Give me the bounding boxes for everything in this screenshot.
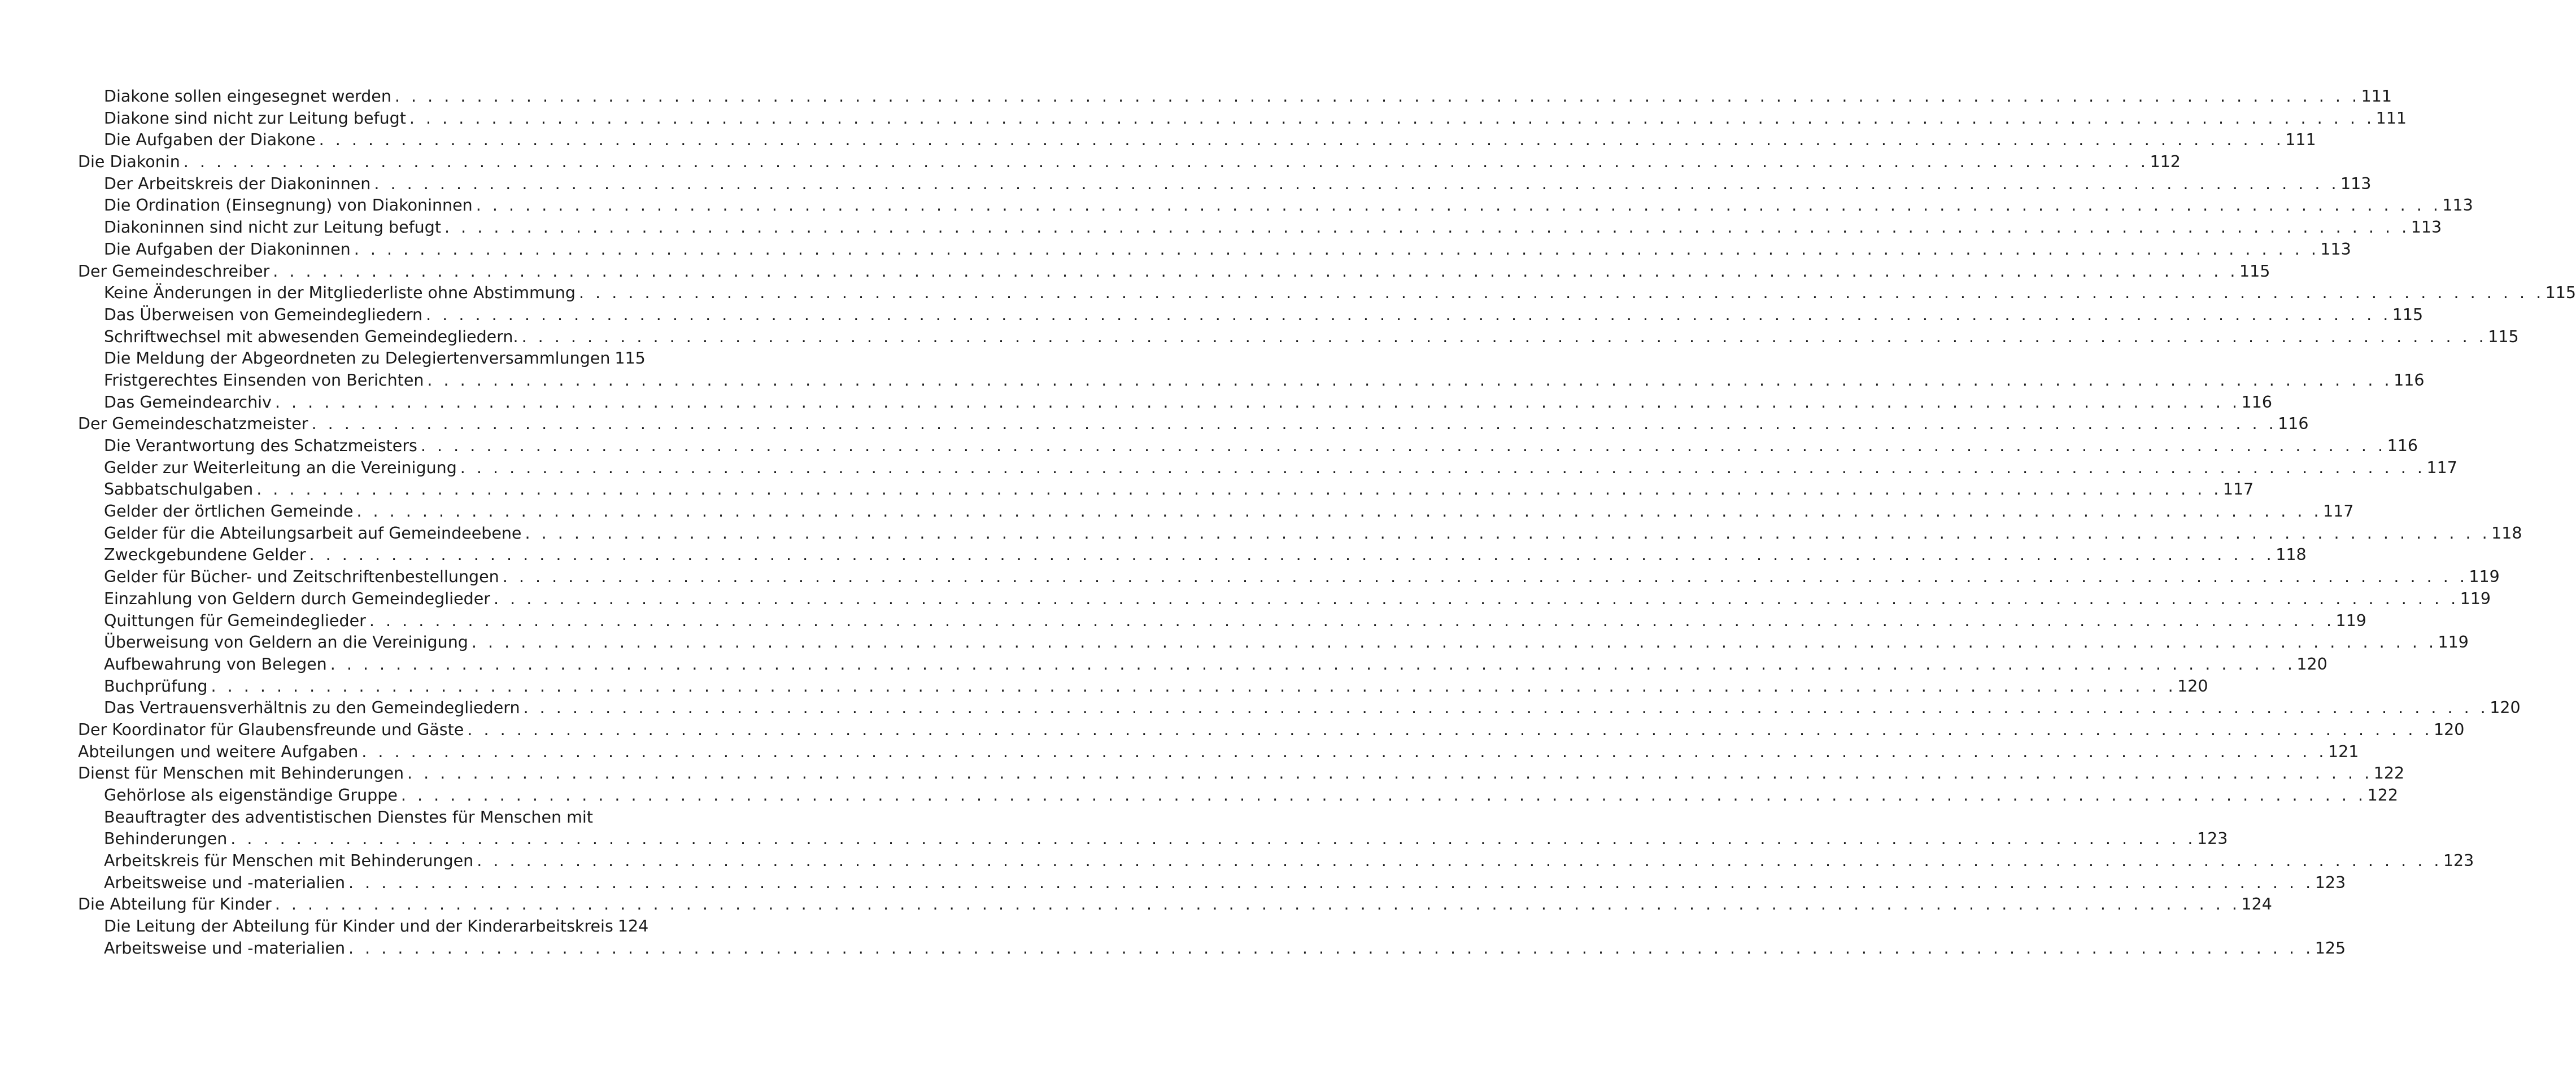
toc-entry-page-number: 118	[2276, 545, 2307, 565]
toc-leader-dots: . . . . . . . . . . . . . . . . . . . . . . . . . . . . . . . . . . . . . . . . . . . . . . . . . . . . . . . . . . . . . . . . . . . . . . . . . . . . . . . . . . . . . . . . . . . . . . . . . . . . . . . . . . . . . . . . . . . . . . . .	[183, 152, 2149, 172]
toc-leader-dots: . . . . . . . . . . . . . . . . . . . . . . . . . . . . . . . . . . . . . . . . . . . . . . . . . . . . . . . . . . . . . . . . . . . . . . . . . . . . . . . . . . . . . . . . . . . . . . . . . . . . . . . . . . . . . . . . . . . . . . . .	[330, 654, 2296, 674]
toc-entry-title: Die Aufgaben der Diakone	[104, 130, 316, 150]
toc-entry	[78, 348, 646, 370]
toc-entry-title: Schriftwechsel mit abwesenden Gemeindegliedern.	[104, 327, 518, 346]
toc-leader-dots: . . . . . . . . . . . . . . . . . . . . . . . . . . . . . . . . . . . . . . . . . . . . . . . . . . . . . . . . . . . . . . . . . . . . . . . . . . . . . . . . . . . . . . . . . . . . . . . . . . . . . . . . . . . . . . . . . . . . . . . .	[256, 480, 2222, 499]
toc-leader-dots: . . . . . . . . . . . . . . . . . . . . . . . . . . . . . . . . . . . . . . . . . . . . . . . . . . . . . . . . . . . . . . . . . . . . . . . . . . . . . . . . . . . . . . . . . . . . . . . . . . . . . . . . . . . . . . . . . . . . . . . .	[348, 873, 2314, 892]
toc-entry	[78, 763, 2405, 785]
toc-entry-title: Die Leitung der Abteilung für Kinder und der Kinderarbeitskreis	[104, 917, 613, 936]
toc-entry-page-number: 115	[2488, 327, 2519, 346]
toc-leader-dots: . . . . . . . . . . . . . . . . . . . . . . . . . . . . . . . . . . . . . . . . . . . . . . . . . . . . . . . . . . . . . . . . . . . . . . . . . . . . . . . . . . . . . . . . . . . . . . . . . . . . . . . . . . . . . . . . . . . . . . . .	[356, 502, 2322, 521]
toc-entry-page-number: 115	[2392, 305, 2424, 324]
toc-entry	[78, 457, 2457, 479]
toc-leader-dots: . . . . . . . . . . . . . . . . . . . . . . . . . . . . . . . . . . . . . . . . . . . . . . . . . . . . . . . . . . . . . . . . . . . . . . . . . . . . . . . . . . . . . . . . . . . . . . . . . . . . . . . . . . . . . . . . . . . . . . . .	[427, 370, 2393, 390]
toc-entry	[78, 938, 2346, 960]
toc-entry-title: Diakone sind nicht zur Leitung befugt	[104, 108, 406, 128]
toc-entry	[78, 217, 2442, 239]
toc-entry-page-number: 119	[2335, 611, 2366, 630]
toc-entry	[78, 413, 2309, 435]
toc-entry-title: Die Diakonin	[78, 152, 180, 172]
toc-entry	[78, 261, 2270, 283]
toc-entry-title: Gehörlose als eigenständige Gruppe	[104, 786, 398, 805]
toc-leader-dots: . . . . . . . . . . . . . . . . . . . . . . . . . . . . . . . . . . . . . . . . . . . . . . . . . . . . . . . . . . . . . . . . . . . . . . . . . . . . . . . . . . . . . . . . . . . . . . . . . . . . . . . . . . . . . . . . . . . . . . . .	[319, 130, 2285, 150]
toc-entry-page-number: 111	[2285, 130, 2316, 150]
toc-entry-title: Buchprüfung	[104, 676, 208, 696]
toc-entry-title: Die Verantwortung des Schatzmeisters	[104, 436, 417, 455]
toc-entry-title: Einzahlung von Geldern durch Gemeindeglieder	[104, 589, 490, 608]
toc-entry-page-number: 111	[2376, 108, 2407, 128]
toc-leader-dots: . . . . . . . . . . . . . . . . . . . . . . . . . . . . . . . . . . . . . . . . . . . . . . . . . . . . . . . . . . . . . . . . . . . . . . . . . . . . . . . . . . . . . . . . . . . . . . . . . . . . . . . . . . . . . . . . . . . . . . . .	[578, 283, 2544, 303]
toc-entry-page-number: 123	[2443, 851, 2474, 871]
toc-leader-dots: . . . . . . . . . . . . . . . . . . . . . . . . . . . . . . . . . . . . . . . . . . . . . . . . . . . . . . . . . . . . . . . . . . . . . . . . . . . . . . . . . . . . . . . . . . . . . . . . . . . . . . . . . . . . . . . . . . . . . . . .	[467, 720, 2433, 739]
toc-entry-page-number: 120	[2177, 676, 2208, 696]
toc-entry-page-number: 117	[2323, 502, 2354, 521]
toc-leader-dots: . . . . . . . . . . . . . . . . . . . . . . . . . . . . . . . . . . . . . . . . . . . . . . . . . . . . . . . . . . . . . . . . . . . . . . . . . . . . . . . . . . . . . . . . . . . . . . . . . . . . . . . . . . . . . . . . . . . . . . . .	[493, 589, 2459, 608]
toc-entry	[78, 326, 2519, 348]
toc-leader-dots: . . . . . . . . . . . . . . . . . . . . . . . . . . . . . . . . . . . . . . . . . . . . . . . . . . . . . . . . . . . . . . . . . . . . . . . . . . . . . . . . . . . . . . . . . . . . . . . . . . . . . . . . . . . . . . . . . . . . . . . .	[354, 239, 2320, 259]
toc-entry-title: Beauftragter des adventistischen Dienstes für Menschen mit	[104, 807, 593, 827]
toc-entry-page-number: 117	[2222, 480, 2254, 499]
toc-entry-page-number: 113	[2340, 174, 2372, 193]
toc-entry-title: Gelder für Bücher- und Zeitschriftenbestellungen	[104, 567, 499, 587]
toc-leader-dots: . . . . . . . . . . . . . . . . . . . . . . . . . . . . . . . . . . . . . . . . . . . . . . . . . . . . . . . . . . . . . . . . . . . . . . . . . . . . . . . . . . . . . . . . . . . . . . . . . . . . . . . . . . . . . . . . . . . . . . . .	[476, 196, 2442, 215]
toc-leader-dots: . . . . . . . . . . . . . . . . . . . . . . . . . . . . . . . . . . . . . . . . . . . . . . . . . . . . . . . . . . . . . . . . . . . . . . . . . . . . . . . . . . . . . . . . . . . . . . . . . . . . . . . . . . . . . . . . . . . . . . . .	[444, 218, 2410, 237]
toc-entry	[78, 588, 2491, 610]
toc-leader-dots: . . . . . . . . . . . . . . . . . . . . . . . . . . . . . . . . . . . . . . . . . . . . . . . . . . . . . . . . . . . . . . . . . . . . . . . . . . . . . . . . . . . . . . . . . . . . . . . . . . . . . . . . . . . . . . . . . . . . . . . .	[407, 764, 2373, 783]
toc-leader-dots: . . . . . . . . . . . . . . . . . . . . . . . . . . . . . . . . . . . . . . . . . . . . . . . . . . . . . . . . . . . . . . . . . . . . . . . . . . . . . . . . . . . . . . . . . . . . . . . . . . . . . . . . . . . . . . . . . . . . . . . .	[374, 174, 2340, 193]
toc-leader-dots: . . . . . . . . . . . . . . . . . . . . . . . . . . . . . . . . . . . . . . . . . . . . . . . . . . . . . . . . . . . . . . . . . . . . . . . . . . . . . . . . . . . . . . . . . . . . . . . . . . . . . . . . . . . . . . . . . . . . . . . .	[502, 567, 2468, 587]
toc-entry-page-number: 115	[614, 349, 646, 368]
toc-entry-page-number: 113	[2442, 196, 2473, 215]
toc-entry	[78, 719, 2465, 741]
toc-entry-title: Überweisung von Geldern an die Vereinigung	[104, 633, 468, 652]
toc-leader-dots: . . . . . . . . . . . . . . . . . . . . . . . . . . . . . . . . . . . . . . . . . . . . . . . . . . . . . . . . . . . . . . . . . . . . . . . . . . . . . . . . . . . . . . . . . . . . . . . . . . . . . . . . . . . . . . . . . . . . . . . .	[348, 938, 2314, 958]
toc-entry-page-number: 119	[2438, 633, 2469, 652]
toc-entry-page-number: 111	[2361, 87, 2392, 106]
toc-entry-title: Die Meldung der Abgeordneten zu Delegiertenversammlungen	[104, 349, 611, 368]
toc-entry-page-number: 115	[2239, 261, 2270, 281]
toc-entry-title: Der Arbeitskreis der Diakoninnen	[104, 174, 371, 193]
toc-leader-dots: . . . . . . . . . . . . . . . . . . . . . . . . . . . . . . . . . . . . . . . . . . . . . . . . . . . . . . . . . . . . . . . . . . . . . . . . . . . . . . . . . . . . . . . . . . . . . . . . . . . . . . . . . . . . . . . . . . . . . . . .	[471, 633, 2437, 652]
toc-entry-title: Das Gemeindearchiv	[104, 392, 272, 412]
toc-entry-page-number: 118	[2491, 523, 2522, 543]
toc-entry	[78, 544, 2307, 566]
toc-entry-page-number: 120	[2490, 698, 2521, 718]
toc-entry-title: Arbeitsweise und -materialien	[104, 873, 346, 892]
toc-entry	[78, 807, 618, 829]
toc-leader-dots: . . . . . . . . . . . . . . . . . . . . . . . . . . . . . . . . . . . . . . . . . . . . . . . . . . . . . . . . . . . . . . . . . . . . . . . . . . . . . . . . . . . . . . . . . . . . . . . . . . . . . . . . . . . . . . . . . . . . . . . .	[309, 545, 2275, 565]
toc-entry-title: Diakoninnen sind nicht zur Leitung befugt	[104, 218, 442, 237]
toc-leader-dots: . . . . . . . . . . . . . . . . . . . . . . . . . . . . . . . . . . . . . . . . . . . . . . . . . . . . . . . . . . . . . . . . . . . . . . . . . . . . . . . . . . . . . . . . . . . . . . . . . . . . . . . . . . . . . . . . . . . . . . . .	[274, 392, 2241, 412]
toc-leader-dots: . . . . . . . . . . . . . . . . . . . . . . . . . . . . . . . . . . . . . . . . . . . . . . . . . . . . . . . . . . . . . . . . . . . . . . . . . . . . . . . . . . . . . . . . . . . . . . . . . . . . . . . . . . . . . . . . . . . . . . . .	[273, 261, 2238, 281]
toc-entry	[78, 129, 2316, 151]
toc-entry	[78, 435, 2418, 457]
toc-entry-title: Behinderungen	[104, 829, 228, 849]
toc-entry	[78, 501, 2354, 523]
toc-entry-page-number: 112	[2150, 152, 2181, 172]
toc-entry	[78, 785, 2398, 807]
toc-entry	[78, 282, 2576, 304]
toc-entry-title: Arbeitsweise und -materialien	[104, 938, 346, 958]
toc-entry-page-number: 122	[2367, 786, 2398, 805]
toc-entry-page-number: 124	[617, 917, 649, 936]
toc-entry	[78, 239, 2351, 261]
toc-entry	[78, 370, 2425, 392]
toc-entry-title: Gelder für die Abteilungsarbeit auf Gemeindeebene	[104, 523, 522, 543]
toc-entry-title: Der Koordinator für Glaubensfreunde und Gäste	[78, 720, 464, 739]
toc-entry	[78, 173, 2372, 195]
toc-entry	[78, 850, 2474, 872]
toc-entry	[78, 108, 2407, 130]
toc-entry	[78, 523, 2522, 545]
toc-entry	[78, 195, 2473, 217]
toc-entry-title: Arbeitskreis für Menschen mit Behinderungen	[104, 851, 474, 871]
toc-leader-dots: . . . . . . . . . . . . . . . . . . . . . . . . . . . . . . . . . . . . . . . . . . . . . . . . . . . . . . . . . . . . . . . . . . . . . . . . . . . . . . . . . . . . . . . . . . . . . . . . . . . . . . . . . . . . . . . . . . . . . . . .	[523, 698, 2489, 718]
toc-leader-dots: . . . . . . . . . . . . . . . . . . . . . . . . . . . . . . . . . . . . . . . . . . . . . . . . . . . . . . . . . . . . . . . . . . . . . . . . . . . . . . . . . . . . . . . . . . . . . . . . . . . . . . . . . . . . . . . . . . . . . . . .	[426, 305, 2391, 324]
toc-entry-page-number: 121	[2327, 742, 2359, 761]
toc-entry	[78, 676, 2208, 698]
toc-entry	[78, 916, 649, 938]
toc-entry	[78, 610, 2366, 632]
toc-entry-page-number: 119	[2460, 589, 2491, 608]
toc-leader-dots: . . . . . . . . . . . . . . . . . . . . . . . . . . . . . . . . . . . . . . . . . . . . . . . . . . . . . . . . . . . . . . . . . . . . . . . . . . . . . . . . . . . . . . . . . . . . . . . . . . . . . . . . . . . . . . . . . . . . . . . .	[521, 327, 2487, 346]
toc-entry-title: Zweckgebundene Gelder	[104, 545, 306, 565]
toc-entry	[78, 654, 2327, 676]
toc-entry-page-number: 116	[2278, 414, 2309, 434]
toc-entry	[78, 828, 2228, 850]
toc-entry-page-number: 123	[2196, 829, 2228, 849]
toc-entry	[78, 86, 2392, 108]
toc-entry	[78, 392, 2273, 414]
toc-entry	[78, 697, 2521, 719]
toc-entry-title: Fristgerechtes Einsenden von Berichten	[104, 370, 424, 390]
toc-leader-dots: . . . . . . . . . . . . . . . . . . . . . . . . . . . . . . . . . . . . . . . . . . . . . . . . . . . . . . . . . . . . . . . . . . . . . . . . . . . . . . . . . . . . . . . . . . . . . . . . . . . . . . . . . . . . . . . . . . . . . . . .	[369, 611, 2335, 630]
toc-entry-page-number: 116	[2241, 392, 2273, 412]
toc-entry-title: Der Gemeindeschreiber	[78, 261, 270, 281]
toc-entry-title: Aufbewahrung von Belegen	[104, 654, 327, 674]
toc-entry-title: Keine Änderungen in der Mitgliederliste ohne Abstimmung	[104, 283, 576, 303]
toc-entry-page-number: 124	[2241, 895, 2272, 914]
toc-entry-page-number: 120	[2296, 654, 2327, 674]
toc-leader-dots: . . . . . . . . . . . . . . . . . . . . . . . . . . . . . . . . . . . . . . . . . . . . . . . . . . . . . . . . . . . . . . . . . . . . . . . . . . . . . . . . . . . . . . . . . . . . . . . . . . . . . . . . . . . . . . . . . . . . . . . .	[400, 786, 2366, 805]
toc-entry	[78, 304, 2424, 326]
toc-entry	[78, 872, 2346, 894]
toc-leader-dots: . . . . . . . . . . . . . . . . . . . . . . . . . . . . . . . . . . . . . . . . . . . . . . . . . . . . . . . . . . . . . . . . . . . . . . . . . . . . . . . . . . . . . . . . . . . . . . . . . . . . . . . . . . . . . . . . . . . . . . . .	[311, 414, 2277, 434]
toc-entry-page-number: 116	[2394, 370, 2425, 390]
toc-entry-title: Quittungen für Gemeindeglieder	[104, 611, 366, 630]
toc-entry-page-number: 125	[2315, 938, 2346, 958]
toc-leader-dots: . . . . . . . . . . . . . . . . . . . . . . . . . . . . . . . . . . . . . . . . . . . . . . . . . . . . . . . . . . . . . . . . . . . . . . . . . . . . . . . . . . . . . . . . . . . . . . . . . . . . . . . . . . . . . . . . . . . . . . . .	[409, 108, 2375, 128]
toc-entry-title: Der Gemeindeschatzmeister	[78, 414, 308, 434]
toc-entry	[78, 632, 2469, 654]
toc-entry-page-number: 115	[2545, 283, 2576, 303]
toc-entry	[78, 566, 2500, 588]
toc-entry-title: Diakone sollen eingesegnet werden	[104, 87, 391, 106]
toc-entry-page-number: 116	[2387, 436, 2418, 455]
toc-entry-page-number: 122	[2373, 764, 2405, 783]
toc-entry-title: Die Abteilung für Kinder	[78, 895, 272, 914]
toc-entry-page-number: 117	[2426, 458, 2457, 477]
toc-entry-title: Das Vertrauensverhältnis zu den Gemeindegliedern	[104, 698, 520, 718]
toc-leader-dots: . . . . . . . . . . . . . . . . . . . . . . . . . . . . . . . . . . . . . . . . . . . . . . . . . . . . . . . . . . . . . . . . . . . . . . . . . . . . . . . . . . . . . . . . . . . . . . . . . . . . . . . . . . . . . . . . . . . . . . . .	[361, 742, 2327, 761]
toc-entry-page-number: 119	[2469, 567, 2500, 587]
toc-entry-title: Abteilungen und weitere Aufgaben	[78, 742, 359, 761]
toc-entry-title: Gelder zur Weiterleitung an die Vereinigung	[104, 458, 457, 477]
toc-entry	[78, 479, 2254, 501]
toc-entry-title: Sabbatschulgaben	[104, 480, 254, 499]
toc-leader-dots: . . . . . . . . . . . . . . . . . . . . . . . . . . . . . . . . . . . . . . . . . . . . . . . . . . . . . . . . . . . . . . . . . . . . . . . . . . . . . . . . . . . . . . . . . . . . . . . . . . . . . . . . . . . . . . . . . . . . . . . .	[211, 676, 2177, 696]
toc-leader-dots: . . . . . . . . . . . . . . . . . . . . . . . . . . . . . . . . . . . . . . . . . . . . . . . . . . . . . . . . . . . . . . . . . . . . . . . . . . . . . . . . . . . . . . . . . . . . . . . . . . . . . . . . . . . . . . . . . . . . . . . .	[394, 87, 2360, 106]
toc-entry-title: Gelder der örtlichen Gemeinde	[104, 502, 354, 521]
toc-entry-page-number: 113	[2411, 218, 2442, 237]
toc-entry-title: Die Aufgaben der Diakoninnen	[104, 239, 351, 259]
toc-leader-dots: . . . . . . . . . . . . . . . . . . . . . . . . . . . . . . . . . . . . . . . . . . . . . . . . . . . . . . . . . . . . . . . . . . . . . . . . . . . . . . . . . . . . . . . . . . . . . . . . . . . . . . . . . . . . . . . . . . . . . . . .	[420, 436, 2386, 455]
toc-entry	[78, 894, 2272, 916]
toc-entry-title: Die Ordination (Einsegnung) von Diakoninnen	[104, 196, 473, 215]
toc-leader-dots: . . . . . . . . . . . . . . . . . . . . . . . . . . . . . . . . . . . . . . . . . . . . . . . . . . . . . . . . . . . . . . . . . . . . . . . . . . . . . . . . . . . . . . . . . . . . . . . . . . . . . . . . . . . . . . . . . . . . . . . .	[460, 458, 2426, 477]
toc-leader-dots: . . . . . . . . . . . . . . . . . . . . . . . . . . . . . . . . . . . . . . . . . . . . . . . . . . . . . . . . . . . . . . . . . . . . . . . . . . . . . . . . . . . . . . . . . . . . . . . . . . . . . . . . . . . . . . . . . . . . . . . .	[230, 829, 2196, 849]
toc-leader-dots: . . . . . . . . . . . . . . . . . . . . . . . . . . . . . . . . . . . . . . . . . . . . . . . . . . . . . . . . . . . . . . . . . . . . . . . . . . . . . . . . . . . . . . . . . . . . . . . . . . . . . . . . . . . . . . . . . . . . . . . .	[477, 851, 2442, 871]
toc-entry-title: Dienst für Menschen mit Behinderungen	[78, 764, 404, 783]
toc-entry	[78, 151, 2181, 173]
table-of-contents	[78, 86, 2576, 960]
toc-leader-dots: . . . . . . . . . . . . . . . . . . . . . . . . . . . . . . . . . . . . . . . . . . . . . . . . . . . . . . . . . . . . . . . . . . . . . . . . . . . . . . . . . . . . . . . . . . . . . . . . . . . . . . . . . . . . . . . . . . . . . . . .	[274, 895, 2241, 914]
toc-entry	[78, 741, 2359, 763]
toc-entry-page-number: 123	[2315, 873, 2346, 892]
toc-leader-dots: . . . . . . . . . . . . . . . . . . . . . . . . . . . . . . . . . . . . . . . . . . . . . . . . . . . . . . . . . . . . . . . . . . . . . . . . . . . . . . . . . . . . . . . . . . . . . . . . . . . . . . . . . . . . . . . . . . . . . . . .	[525, 523, 2491, 543]
toc-entry-title: Das Überweisen von Gemeindegliedern	[104, 305, 423, 324]
toc-entry-page-number: 113	[2320, 239, 2351, 259]
toc-entry-page-number: 120	[2434, 720, 2465, 739]
